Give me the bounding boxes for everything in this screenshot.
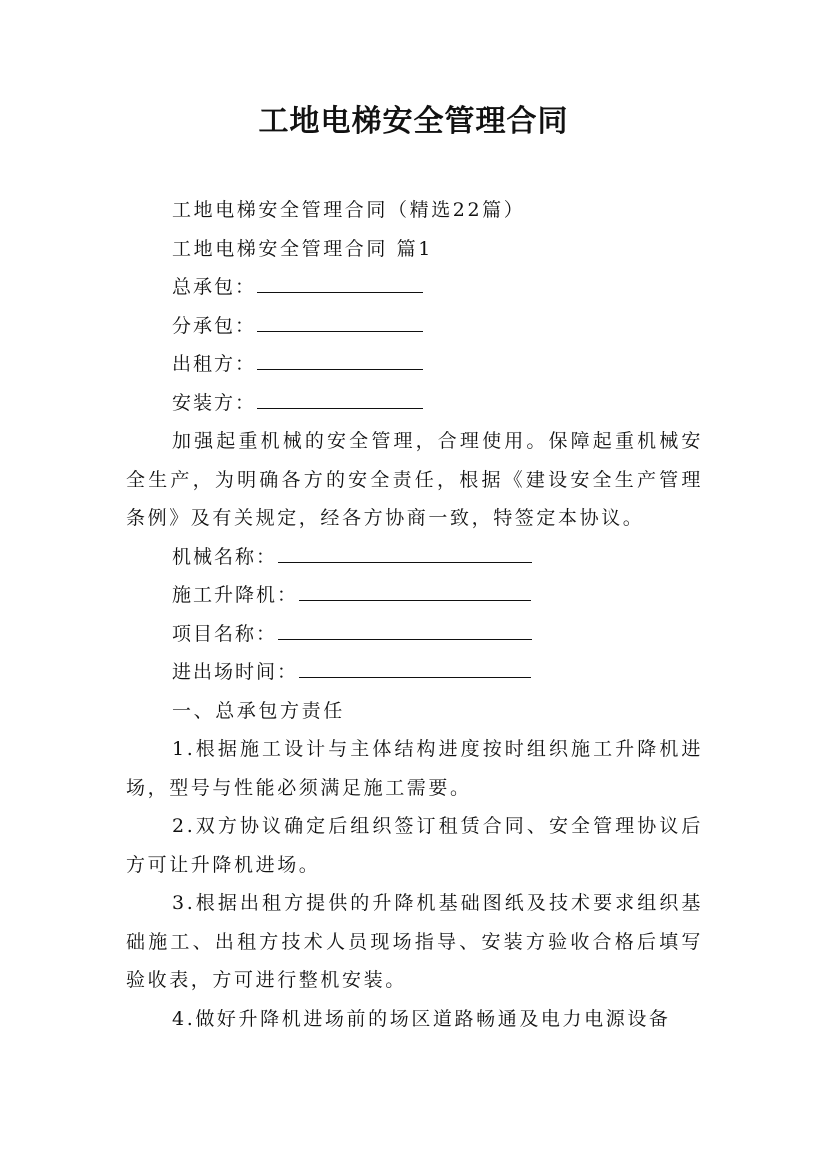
blank-line	[278, 638, 532, 640]
section-heading: 一、总承包方责任	[172, 699, 345, 722]
machine-field-hoist	[126, 576, 703, 615]
chapter-heading: 工地电梯安全管理合同 篇1	[172, 237, 433, 260]
party-field-installer	[126, 384, 703, 423]
party-field-general-contractor	[126, 268, 703, 307]
clause-2: 2.双方协议确定后组织签订租赁合同、安全管理协议后方可让升降机进场。	[126, 815, 703, 876]
machine-label: 机械名称：	[172, 545, 278, 568]
blank-line	[257, 407, 423, 409]
blank-line	[278, 561, 532, 563]
blank-line	[299, 676, 531, 678]
machine-field-name	[126, 538, 703, 577]
clause-4: 4.做好升降机进场前的场区道路畅通及电力电源设备	[172, 1007, 671, 1030]
machine-label: 项目名称：	[172, 622, 278, 645]
machine-label: 施工升降机：	[172, 584, 299, 606]
party-label: 出租方：	[172, 353, 257, 375]
blank-line	[257, 368, 423, 370]
intro-paragraph: 加强起重机械的安全管理，合理使用。保障起重机械安全生产，为明确各方的安全责任，根据《建设安全生产管理条例》及有关规定，经各方协商一致，特签定本协议。	[126, 430, 703, 529]
party-label: 分承包：	[172, 314, 257, 337]
document-body	[126, 191, 703, 1038]
party-label: 总承包：	[172, 276, 257, 298]
party-field-lessor	[126, 345, 703, 384]
clause-3: 3.根据出租方提供的升降机基础图纸及技术要求组织基础施工、出租方技术人员现场指导、安装方验收合格后填写验收表，方可进行整机安装。	[126, 892, 703, 991]
machine-field-period	[126, 653, 703, 692]
machine-label: 进出场时间：	[172, 661, 299, 683]
party-field-subcontractor	[126, 307, 703, 346]
blank-line	[299, 599, 531, 601]
blank-line	[257, 330, 423, 332]
party-label: 安装方：	[172, 391, 257, 414]
document-title: 工地电梯安全管理合同	[258, 104, 569, 139]
machine-field-project	[126, 615, 703, 654]
blank-line	[257, 291, 423, 293]
clause-1: 1.根据施工设计与主体结构进度按时组织施工升降机进场，型号与性能必须满足施工需要。	[126, 738, 703, 799]
document-subtitle: 工地电梯安全管理合同（精选22篇）	[172, 199, 526, 221]
